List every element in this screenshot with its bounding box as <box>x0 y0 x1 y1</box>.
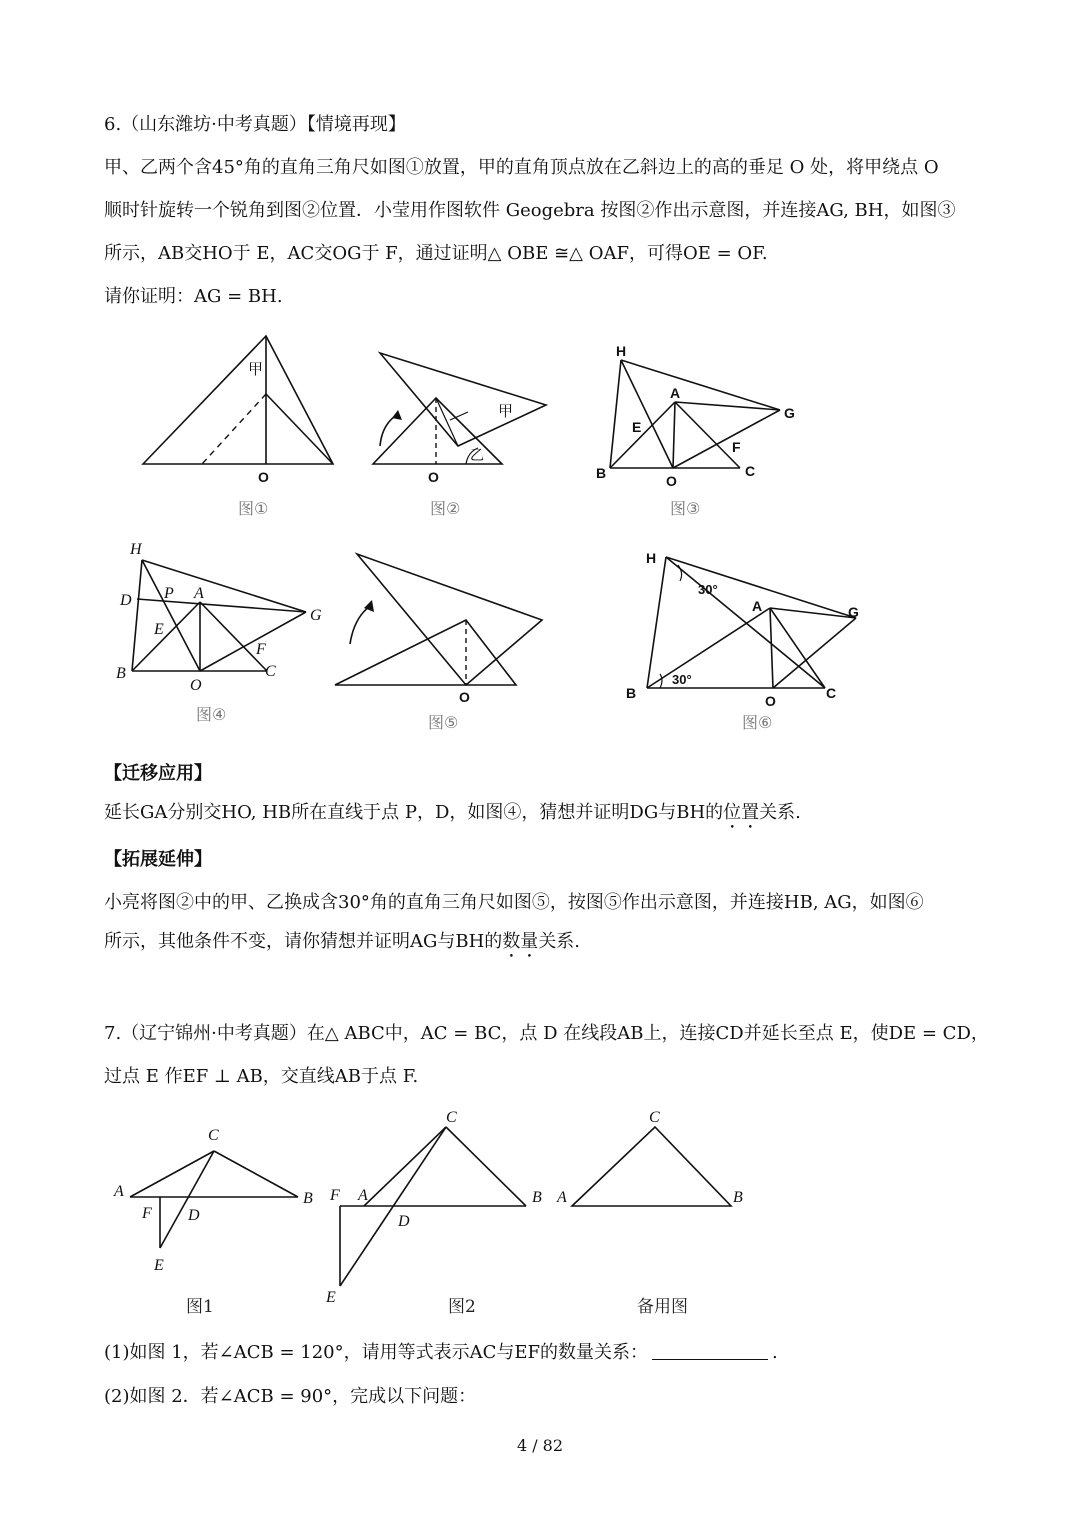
svg-text:C: C <box>446 1109 457 1126</box>
svg-text:甲: 甲 <box>498 404 514 420</box>
svg-text:B: B <box>596 465 607 481</box>
q7-part2: (2)如图 2．若∠ACB = 90°，完成以下问题： <box>104 1386 477 1407</box>
svg-text:G: G <box>848 604 859 620</box>
section-transfer-heading: 【迁移应用】 <box>104 763 212 784</box>
figure-5 <box>330 548 550 742</box>
figure-3-caption: 图③ <box>670 499 701 518</box>
figure-2 <box>360 340 560 534</box>
figure-6 <box>620 540 860 744</box>
section-extend-heading: 【拓展延伸】 <box>104 849 212 870</box>
svg-text:A: A <box>752 598 763 614</box>
svg-text:B: B <box>733 1189 743 1206</box>
svg-text:B: B <box>303 1190 313 1207</box>
svg-text:30°: 30° <box>698 582 718 597</box>
svg-text:F: F <box>732 439 741 455</box>
svg-text:C: C <box>265 663 276 680</box>
q6-extend-line2: 所示，其他条件不变，请你猜想并证明AG与BH的数量关系. <box>104 931 581 952</box>
figure-4-caption: 图④ <box>196 705 227 724</box>
svg-text:甲: 甲 <box>248 362 264 378</box>
svg-text:C: C <box>745 463 756 479</box>
svg-text:H: H <box>646 550 657 566</box>
q7-line2: 过点 E 作EF ⊥ AB，交直线AB于点 F. <box>104 1066 419 1087</box>
q6-line1: 甲、乙两个含45°角的直角三角尺如图①放置，甲的直角顶点放在乙斜边上的高的垂足 O 处，将甲绕点 O <box>104 157 939 178</box>
svg-text:30°: 30° <box>672 672 692 687</box>
figure-1-caption: 图① <box>238 499 269 518</box>
q7-figure-2 <box>320 1100 560 1334</box>
svg-text:F: F <box>256 641 266 658</box>
q7-figure-1-caption: 图1 <box>186 1297 214 1317</box>
q6-heading: 6.（山东潍坊·中考真题）【情境再现】 <box>104 114 406 135</box>
svg-text:A: A <box>114 1183 124 1200</box>
svg-text:G: G <box>310 607 322 624</box>
figure-4 <box>110 540 340 744</box>
svg-text:O: O <box>190 677 202 694</box>
q6-line3: 所示，AB交HO于 E，AC交OG于 F，通过证明△ OBE ≅△ OAF，可得OE = OF. <box>104 243 768 264</box>
q6-transfer-text: 延长GA分别交HO, HB所在直线于点 P，D，如图④，猜想并证明DG与BH的位置关系. <box>104 802 801 823</box>
svg-text:A: A <box>557 1189 567 1206</box>
figure-2-caption: 图② <box>430 499 461 518</box>
svg-text:A: A <box>670 385 681 401</box>
svg-text:E: E <box>154 621 164 638</box>
svg-text:O: O <box>765 693 776 709</box>
svg-text:D: D <box>120 592 132 609</box>
svg-text:F: F <box>142 1205 152 1222</box>
figure-3 <box>590 340 810 534</box>
q6-line2: 顺时针旋转一个锐角到图②位置．小莹用作图软件 Geogebra 按图②作出示意图，并连接AG, BH，如图③ <box>104 200 956 221</box>
svg-text:H: H <box>130 541 142 558</box>
q7-line1: 7.（辽宁锦州·中考真题）在△ ABC中，AC = BC，点 D 在线段AB上，连接CD并延长至点 E，使DE = CD， <box>104 1023 989 1044</box>
svg-text:D: D <box>188 1207 200 1224</box>
q7-part1: (1)如图 1，若∠ACB = 120°，请用等式表示AC与EF的数量关系： . <box>104 1342 778 1363</box>
figure-6-caption: 图⑥ <box>742 713 773 732</box>
svg-text:P: P <box>164 585 174 602</box>
svg-text:B: B <box>116 665 126 682</box>
q6-line4: 请你证明：AG = BH. <box>104 286 283 307</box>
answer-blank[interactable] <box>652 1341 768 1360</box>
q7-figure-backup <box>555 1100 775 1334</box>
svg-text:G: G <box>784 405 795 421</box>
figure-1 <box>130 330 350 534</box>
svg-text:E: E <box>632 419 642 435</box>
q6-extend-line1: 小亮将图②中的甲、乙换成含30°角的直角三角尺如图⑤，按图⑤作出示意图，并连接HB, AG，如图⑥ <box>104 892 924 913</box>
svg-text:D: D <box>398 1213 410 1230</box>
svg-text:H: H <box>616 343 627 359</box>
svg-text:F: F <box>330 1187 340 1204</box>
svg-text:O: O <box>428 469 439 485</box>
svg-text:A: A <box>358 1187 368 1204</box>
svg-text:B: B <box>532 1189 542 1206</box>
q7-figure-2-caption: 图2 <box>448 1297 476 1317</box>
svg-text:E: E <box>154 1257 164 1274</box>
svg-text:C: C <box>208 1127 219 1144</box>
svg-text:E: E <box>326 1289 336 1306</box>
figure-5-caption: 图⑤ <box>428 713 459 732</box>
q7-figure-backup-caption: 备用图 <box>637 1297 688 1317</box>
svg-text:O: O <box>258 469 269 485</box>
svg-text:O: O <box>666 473 677 489</box>
page-number: 4 / 82 <box>516 1436 564 1455</box>
svg-text:A: A <box>194 585 204 602</box>
svg-text:乙: 乙 <box>470 449 484 464</box>
svg-text:C: C <box>826 685 837 701</box>
svg-text:B: B <box>626 685 637 701</box>
svg-text:C: C <box>649 1109 660 1126</box>
svg-text:O: O <box>459 689 470 705</box>
q7-figure-1 <box>110 1120 330 1334</box>
